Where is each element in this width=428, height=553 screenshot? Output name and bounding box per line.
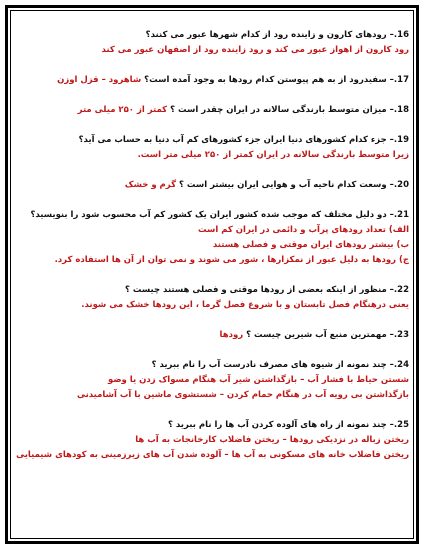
question-item xyxy=(14,133,409,163)
answer-text: ریختن فاضلاب خانه های مسکونی به آب ها – آلوده شدن آب های زیرزمینی به کودهای شیمیایی xyxy=(16,450,409,460)
question-text xyxy=(14,208,409,223)
answer-text: رود کارون از اهواز عبور می کند و رود زاینده رود از اصفهان عبور می کند xyxy=(101,45,409,55)
question-text xyxy=(14,103,409,118)
question-list xyxy=(14,28,409,478)
question-text xyxy=(14,28,409,43)
question-item xyxy=(14,358,409,403)
question-item xyxy=(14,328,409,343)
question-number: 21.– xyxy=(386,210,409,220)
question-body: چند نمونه از شیوه های مصرف نادرست آب را نام ببرید ؟ xyxy=(151,360,387,370)
question-text xyxy=(14,328,409,343)
question-item xyxy=(14,418,409,463)
question-item xyxy=(14,28,409,58)
question-body: منظور از اینکه بعضی از رودها موقتی و فصلی هستند چیست ؟ xyxy=(124,285,387,295)
question-item xyxy=(14,208,409,268)
question-number: 22.– xyxy=(386,285,409,295)
question-body: سفیدرود از به هم پیوستن کدام رودها به وجود آمده است؟ xyxy=(144,75,387,85)
question-text xyxy=(14,418,409,433)
question-body: وسعت کدام ناحیه آب و هوایی ایران بیشتر است ؟ xyxy=(179,180,387,190)
answer-text: ریختن زباله در نزدیکی رودها – ریختن فاضلاب کارخانجات به آب ها xyxy=(135,435,409,445)
answer-inline: شاهرود – قزل اوزن xyxy=(57,75,142,85)
question-item xyxy=(14,283,409,313)
question-number: 25.– xyxy=(386,420,409,430)
question-item xyxy=(14,73,409,88)
question-number: 24.– xyxy=(386,360,409,370)
question-item xyxy=(14,103,409,118)
question-number: 19.– xyxy=(386,135,409,145)
question-text xyxy=(14,283,409,298)
question-body: میزان متوسط بارندگی سالانه در ایران چقدر است ؟ xyxy=(170,105,387,115)
question-body: مهمترین منبع آب شیرین چیست ؟ xyxy=(246,330,387,340)
question-body: چند نمونه از راه های آلوده کردن آب ها را نام ببرید ؟ xyxy=(168,420,387,430)
question-body: دو دلیل مختلف که موجب شده کشور ایران یک کشور کم آب محسوب شود را بنویسید؟ xyxy=(30,210,387,220)
question-text xyxy=(14,358,409,373)
answer-text: زیرا متوسط بارندگی سالانه در ایران کمتر از ۲۵۰ میلی متر است. xyxy=(137,150,409,160)
answer-inline: کمتر از ۲۵۰ میلی متر xyxy=(77,105,168,115)
answer-text: ج) رودها به دلیل عبور از نمکزارها ، شور می شوند و نمی توان از آن ها استفاده کرد. xyxy=(54,255,409,265)
question-number: 17.– xyxy=(386,75,409,85)
answer-text: شستن حیاط با فشار آب – بازگذاشتن شیر آب هنگام مسواک زدن یا وضو xyxy=(108,375,409,385)
answer-text: الف) تعداد رودهای پرآب و دائمی در ایران کم است xyxy=(197,225,409,235)
question-text xyxy=(14,178,409,193)
answer-text: بازگذاشتن بی رویه آب در هنگام حمام کردن – شستشوی ماشین با آب آشامیدنی xyxy=(76,390,409,400)
answer-inline: گرم و خشک xyxy=(124,180,177,190)
question-body: رودهای کارون و زاینده رود از کدام شهرها عبور می کنند؟ xyxy=(145,30,387,40)
answer-inline: رودها xyxy=(219,330,244,340)
question-number: 16.– xyxy=(386,30,409,40)
question-text xyxy=(14,133,409,148)
question-text xyxy=(14,73,409,88)
question-item xyxy=(14,178,409,193)
answer-text: یعنی درهنگام فصل تابستان و با شروع فصل گرما ، این رودها خشک می شوند. xyxy=(81,300,409,310)
question-number: 23.– xyxy=(386,330,409,340)
question-body: جزء کدام کشورهای دنیا ایران جزء کشورهای کم آب دنیا به حساب می آید؟ xyxy=(78,135,387,145)
question-number: 20.– xyxy=(386,180,409,190)
answer-text: ب) بیشتر رودهای ایران موقتی و فصلی هستند xyxy=(212,240,409,250)
question-number: 18.– xyxy=(386,105,409,115)
